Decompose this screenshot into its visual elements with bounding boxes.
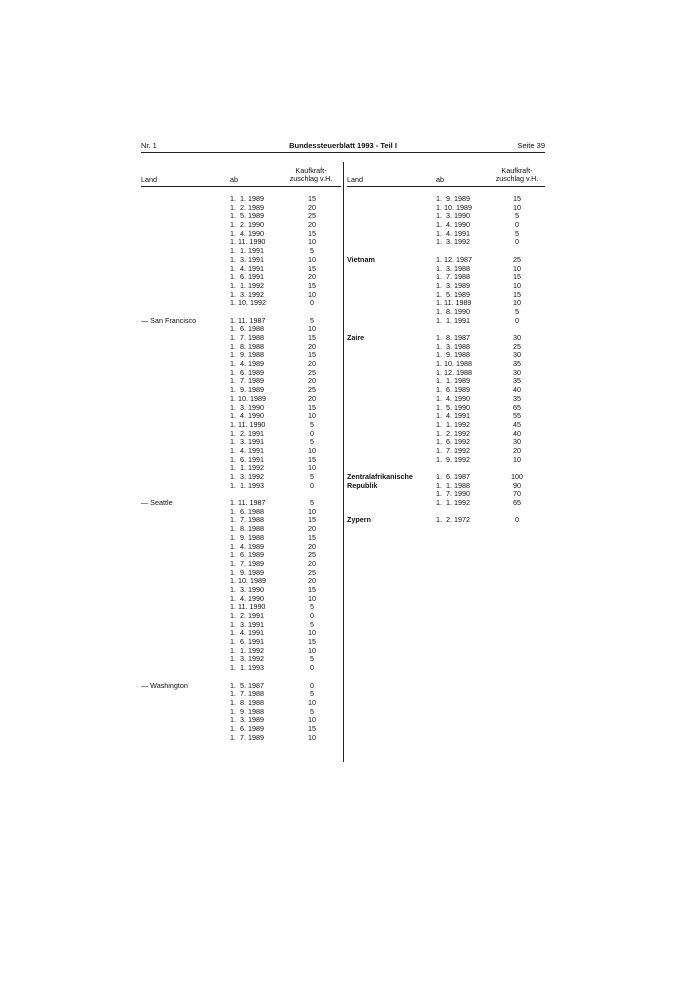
ab-date: 1. 2. 1991 [230,428,264,438]
ab-date: 1. 4. 1991 [230,445,264,455]
kaufkraft-value: 10 [513,263,521,273]
ab-date: 1. 4. 1990 [230,228,264,238]
ab-date: 1. 9. 1988 [230,350,264,360]
kaufkraft-value: 25 [308,385,316,395]
table-row [141,664,341,673]
ab-date: 1. 9. 1989 [230,567,264,577]
table-row [141,299,341,308]
kaufkraft-value: 15 [308,228,316,238]
land-name: — San Francisco [141,315,197,325]
right-table-body [347,195,545,525]
ab-date: 1. 4. 1990 [230,593,264,603]
header-kaufkraft [489,167,545,184]
ab-date: 1. 6. 1989 [230,550,264,560]
kaufkraft-value: 0 [310,480,314,490]
header-kaufkraft-line2: zuschlag v.H. [495,174,539,184]
ab-date: 1. 10. 1989 [436,202,472,212]
ab-date: 1. 3. 1991 [230,254,264,264]
land-name: Republik [347,480,378,490]
kaufkraft-value: 35 [513,393,521,403]
ab-date: 1. 6. 1987 [436,472,470,481]
land-name: Zaire [347,333,365,342]
kaufkraft-value: 20 [308,341,316,351]
kaufkraft-value: 40 [513,428,521,438]
publication-title: Bundessteuerblatt 1993 - Teil I [289,141,397,150]
land-name: Vietnam [347,254,375,264]
kaufkraft-value: 15 [308,637,316,647]
ab-date: 1. 1. 1992 [436,419,470,429]
kaufkraft-value: 100 [511,472,523,481]
left-column-header [141,164,341,186]
kaufkraft-value: 0 [515,515,519,525]
kaufkraft-value: 15 [308,532,316,542]
kaufkraft-value: 15 [308,584,316,594]
kaufkraft-value: 20 [308,272,316,282]
ab-date: 1. 1. 1989 [436,376,470,386]
land-name: — Washington [141,680,188,690]
ab-date: 1. 3. 1990 [436,211,470,221]
kaufkraft-value: 35 [513,359,521,369]
ab-date: 1. 10. 1988 [436,359,472,369]
ab-date: 1. 1. 1992 [230,463,264,473]
kaufkraft-value: 10 [308,289,316,299]
header-land: Land [347,175,363,184]
kaufkraft-value: 10 [308,715,316,725]
kaufkraft-value: 90 [513,480,521,490]
kaufkraft-value: 10 [308,237,316,247]
kaufkraft-value: 55 [513,411,521,421]
ab-date: 1. 9. 1989 [230,385,264,395]
ab-date: 1. 1. 1988 [436,480,470,490]
land-name: Zypern [347,515,371,525]
kaufkraft-value: 10 [308,411,316,421]
kaufkraft-value: 20 [308,359,316,369]
ab-date: 1. 2. 1992 [436,428,470,438]
ab-date: 1. 3. 1989 [230,715,264,725]
kaufkraft-value: 10 [513,202,521,212]
land-name: Zentralafrikanische [347,472,413,481]
ab-date: 1. 7. 1992 [436,445,470,455]
kaufkraft-value: 0 [515,220,519,230]
kaufkraft-value: 5 [310,602,314,612]
ab-date: 1. 4. 1991 [230,263,264,273]
ab-date: 1. 7. 1989 [230,732,264,742]
table-row [141,482,341,491]
kaufkraft-value: 15 [513,272,521,282]
kaufkraft-value: 25 [308,567,316,577]
kaufkraft-value: 20 [308,202,316,212]
ab-date: 1. 2. 1989 [230,202,264,212]
issue-number: Nr. 1 [141,141,157,150]
kaufkraft-value: 5 [310,437,314,447]
kaufkraft-value: 10 [308,732,316,742]
ab-date: 1. 4. 1991 [436,411,470,421]
ab-date: 1. 3. 1989 [436,280,470,290]
ab-date: 1. 5. 1990 [436,402,470,412]
ab-date: 1. 12. 1987 [436,254,472,264]
kaufkraft-value: 20 [308,524,316,534]
kaufkraft-value: 10 [308,324,316,334]
ab-date: 1. 4. 1990 [436,220,470,230]
ab-date: 1. 10. 1992 [230,298,266,308]
ab-date: 1. 6. 1989 [436,385,470,395]
land-name: — Seattle [141,498,173,508]
ab-date: 1. 4. 1990 [230,411,264,421]
kaufkraft-value: 20 [308,220,316,230]
kaufkraft-value: 70 [513,489,521,499]
header-kaufkraft-line1: Kaufkraft- [295,165,327,175]
right-header-rule [347,186,545,187]
kaufkraft-value: 5 [515,228,519,238]
kaufkraft-value: 5 [310,619,314,629]
kaufkraft-value: 0 [310,663,314,673]
ab-date: 1. 3. 1992 [230,289,264,299]
ab-date: 1. 6. 1991 [230,272,264,282]
kaufkraft-value: 25 [308,550,316,560]
kaufkraft-value: 10 [308,593,316,603]
ab-date: 1. 10. 1989 [230,576,266,586]
right-column [347,164,545,525]
kaufkraft-value: 15 [308,350,316,360]
ab-date: 1. 3. 1992 [230,472,264,481]
table-row [347,499,545,508]
kaufkraft-value: 0 [310,428,314,438]
kaufkraft-value: 0 [310,298,314,308]
kaufkraft-value: 20 [308,576,316,586]
ab-date: 1. 9. 1988 [230,532,264,542]
header-ab: ab [230,175,238,184]
kaufkraft-value: 15 [308,263,316,273]
table-row [347,238,545,247]
header-rule [141,152,545,153]
ab-date: 1. 1. 1989 [230,194,264,203]
ab-date: 1. 3. 1991 [230,619,264,629]
kaufkraft-value: 30 [513,333,521,342]
kaufkraft-value: 10 [513,280,521,290]
ab-date: 1. 5. 1989 [436,289,470,299]
kaufkraft-value: 5 [310,472,314,481]
ab-date: 1. 9. 1992 [436,454,470,464]
ab-date: 1. 4. 1989 [230,541,264,551]
kaufkraft-value: 20 [308,558,316,568]
ab-date: 1. 7. 1988 [230,689,264,699]
kaufkraft-value: 30 [513,437,521,447]
ab-date: 1. 9. 1988 [230,706,264,716]
ab-date: 1. 7. 1989 [230,558,264,568]
ab-date: 1. 6. 1989 [230,367,264,377]
kaufkraft-value: 45 [513,419,521,429]
kaufkraft-value: 10 [308,645,316,655]
column-divider [343,162,344,762]
ab-date: 1. 3. 1992 [436,237,470,247]
table-row [347,317,545,326]
kaufkraft-value: 0 [310,611,314,620]
table-row [347,456,545,465]
header-kaufkraft-line1: Kaufkraft- [501,165,533,175]
kaufkraft-value: 30 [513,367,521,377]
ab-date: 1. 1. 1993 [230,663,264,673]
ab-date: 1. 3. 1988 [436,263,470,273]
kaufkraft-value: 5 [310,315,314,325]
ab-date: 1. 11. 1989 [436,298,472,308]
kaufkraft-value: 65 [513,498,521,508]
kaufkraft-value: 5 [310,689,314,699]
ab-date: 1. 6. 1989 [230,723,264,733]
kaufkraft-value: 5 [310,246,314,256]
kaufkraft-value: 5 [310,498,314,508]
kaufkraft-value: 30 [513,350,521,360]
kaufkraft-value: 15 [308,723,316,733]
ab-date: 1. 4. 1989 [230,359,264,369]
kaufkraft-value: 15 [308,280,316,290]
kaufkraft-value: 25 [308,211,316,221]
kaufkraft-value: 35 [513,376,521,386]
ab-date: 1. 7. 1988 [436,272,470,282]
ab-date: 1. 11. 1990 [230,602,266,612]
kaufkraft-value: 10 [513,454,521,464]
ab-date: 1. 1. 1992 [230,280,264,290]
kaufkraft-value: 10 [308,463,316,473]
ab-date: 1. 8. 1988 [230,341,264,351]
page-number: Seite 39 [517,141,545,150]
ab-date: 1. 6. 1988 [230,506,264,516]
header-ab: ab [436,175,444,184]
ab-date: 1. 7. 1988 [230,515,264,525]
ab-date: 1. 10. 1989 [230,393,266,403]
ab-date: 1. 7. 1990 [436,489,470,499]
kaufkraft-value: 5 [515,306,519,316]
ab-date: 1. 12. 1988 [436,367,472,377]
ab-date: 1. 3. 1991 [230,437,264,447]
ab-date: 1. 8. 1987 [436,333,470,342]
header-kaufkraft [283,167,339,184]
ab-date: 1. 11. 1990 [230,419,266,429]
kaufkraft-value: 15 [308,194,316,203]
kaufkraft-value: 0 [515,315,519,325]
left-column [141,164,341,742]
ab-date: 1. 5. 1987 [230,680,264,690]
ab-date: 1. 2. 1990 [230,220,264,230]
kaufkraft-value: 15 [308,515,316,525]
kaufkraft-value: 20 [308,376,316,386]
kaufkraft-value: 0 [515,237,519,247]
kaufkraft-value: 10 [513,298,521,308]
kaufkraft-value: 10 [308,254,316,264]
header-kaufkraft-line2: zuschlag v.H. [289,174,333,184]
right-column-header [347,164,545,186]
kaufkraft-value: 5 [515,211,519,221]
kaufkraft-value: 10 [308,445,316,455]
kaufkraft-value: 20 [308,393,316,403]
kaufkraft-value: 15 [308,454,316,464]
ab-date: 1. 8. 1988 [230,697,264,707]
ab-date: 1. 1. 1992 [230,645,264,655]
ab-date: 1. 6. 1988 [230,324,264,334]
ab-date: 1. 1. 1992 [436,498,470,508]
ab-date: 1. 2. 1972 [436,515,470,525]
ab-date: 1. 8. 1988 [230,524,264,534]
ab-date: 1. 11. 1987 [230,315,266,325]
ab-date: 1. 3. 1988 [436,341,470,351]
ab-date: 1. 11. 1987 [230,498,266,508]
ab-date: 1. 1. 1993 [230,480,264,490]
ab-date: 1. 9. 1988 [436,350,470,360]
ab-date: 1. 5. 1989 [230,211,264,221]
left-header-rule [141,186,341,187]
kaufkraft-value: 25 [308,367,316,377]
ab-date: 1. 4. 1990 [436,393,470,403]
ab-date: 1. 9. 1989 [436,194,470,203]
table-row [141,734,341,743]
kaufkraft-value: 15 [513,289,521,299]
kaufkraft-value: 10 [308,506,316,516]
kaufkraft-value: 20 [513,445,521,455]
kaufkraft-value: 20 [308,541,316,551]
kaufkraft-value: 40 [513,385,521,395]
ab-date: 1. 3. 1992 [230,654,264,664]
kaufkraft-value: 15 [308,333,316,342]
ab-date: 1. 4. 1991 [436,228,470,238]
kaufkraft-value: 15 [308,402,316,412]
ab-date: 1. 7. 1988 [230,333,264,342]
kaufkraft-value: 15 [513,194,521,203]
ab-date: 1. 4. 1991 [230,628,264,638]
ab-date: 1. 3. 1990 [230,402,264,412]
kaufkraft-value: 5 [310,706,314,716]
left-table-body [141,195,341,742]
ab-date: 1. 6. 1992 [436,437,470,447]
ab-date: 1. 6. 1991 [230,454,264,464]
kaufkraft-value: 10 [308,697,316,707]
ab-date: 1. 1. 1991 [230,246,264,256]
kaufkraft-value: 10 [308,628,316,638]
ab-date: 1. 3. 1990 [230,584,264,594]
ab-date: 1. 2. 1991 [230,611,264,620]
header-land: Land [141,175,157,184]
ab-date: 1. 6. 1991 [230,637,264,647]
ab-date: 1. 1. 1991 [436,315,470,325]
kaufkraft-value: 25 [513,254,521,264]
kaufkraft-value: 25 [513,341,521,351]
table-row [347,516,545,525]
kaufkraft-value: 65 [513,402,521,412]
ab-date: 1. 8. 1990 [436,306,470,316]
ab-date: 1. 7. 1989 [230,376,264,386]
kaufkraft-value: 5 [310,654,314,664]
ab-date: 1. 11. 1990 [230,237,266,247]
kaufkraft-value: 5 [310,419,314,429]
kaufkraft-value: 0 [310,680,314,690]
